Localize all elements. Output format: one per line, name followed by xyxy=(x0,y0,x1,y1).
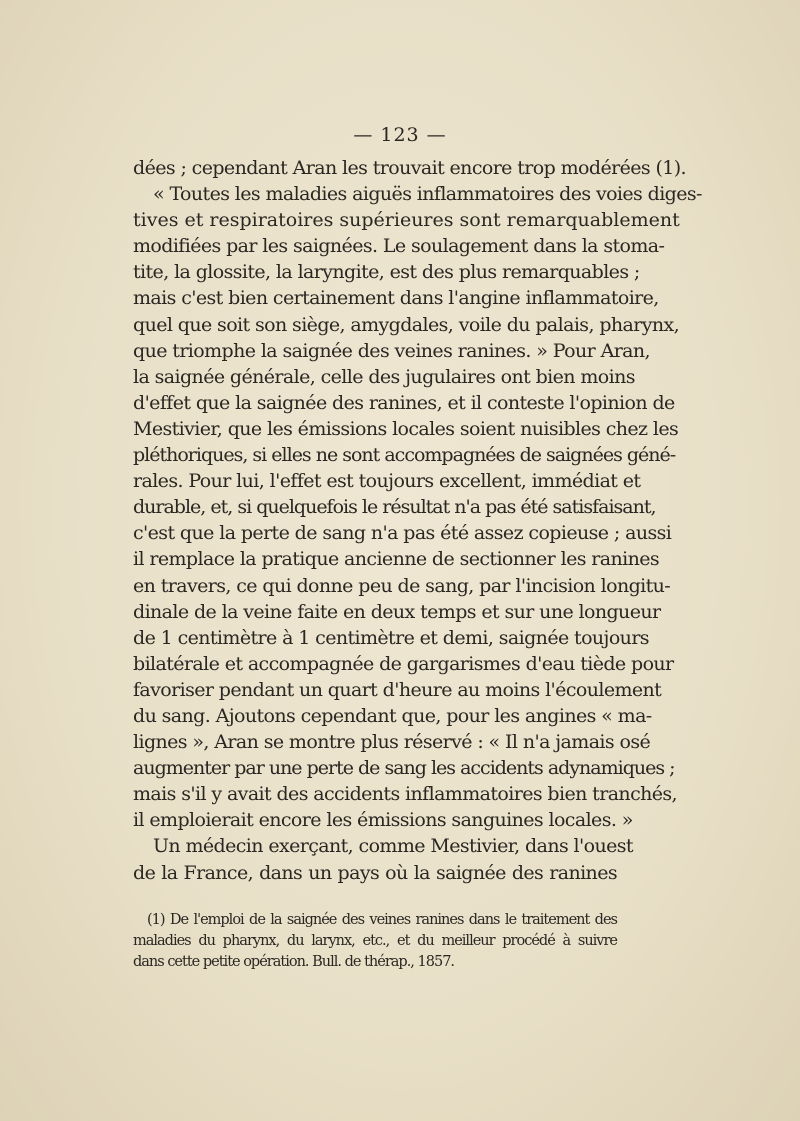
text-line: la saignée générale, celle des jugulaires ont bien moins xyxy=(133,365,635,388)
text-line: mais c'est bien certainement dans l'angine inflammatoire, xyxy=(133,287,659,310)
text-line: tite, la glossite, la laryngite, est des plus remarquables ; xyxy=(133,261,640,284)
text-line: favoriser pendant un quart d'heure au moins l'écoulement xyxy=(133,678,662,701)
text-line: rales. Pour lui, l'effet est toujours excellent, immédiat et xyxy=(133,470,641,493)
text-line: bilatérale et accompagnée de gargarismes d'eau tiède pour xyxy=(133,652,674,675)
footnotes xyxy=(133,910,617,973)
text-line: d'effet que la saignée des ranines, et il conteste l'opinion de xyxy=(133,391,675,414)
text-line: lignes », Aran se montre plus réservé : « Il n'a jamais osé xyxy=(133,731,651,754)
page-number: — 123 — xyxy=(353,124,447,146)
text-line: Un médecin exerçant, comme Mestivier, dans l'ouest xyxy=(153,835,633,858)
text-line: que triomphe la saignée des veines ranines. » Pour Aran, xyxy=(133,339,650,362)
text-line: augmenter par une perte de sang les accidents adynamiques ; xyxy=(133,757,675,780)
footnote-line: maladies du pharynx, du larynx, etc., et du meilleur procédé à suivre xyxy=(133,933,617,949)
text-line: durable, et, si quelquefois le résultat n'a pas été satisfaisant, xyxy=(133,496,656,519)
footnote-line: dans cette petite opération. Bull. de thérap., 1857. xyxy=(133,954,455,970)
text-line: quel que soit son siège, amygdales, voile du palais, pharynx, xyxy=(133,313,680,336)
text-line: tives et respiratoires supérieures sont remarquablement xyxy=(133,209,680,232)
text-line: en travers, ce qui donne peu de sang, par l'incision longitu- xyxy=(133,574,671,597)
footnote-line: (1) De l'emploi de la saignée des veines ranines dans le traitement des xyxy=(147,912,617,928)
text-line: mais s'il y avait des accidents inflammatoires bien tranchés, xyxy=(133,783,677,806)
text-line: pléthoriques, si elles ne sont accompagnées de saignées géné- xyxy=(133,444,676,467)
text-line: de la France, dans un pays où la saignée des ranines xyxy=(133,861,617,884)
body-text xyxy=(133,155,702,886)
text-line: de 1 centimètre à 1 centimètre et demi, saignée toujours xyxy=(133,626,649,649)
text-line: Mestivier, que les émissions locales soient nuisibles chez les xyxy=(133,417,679,440)
text-line: du sang. Ajoutons cependant que, pour les angines « ma- xyxy=(133,704,652,727)
text-line: c'est que la perte de sang n'a pas été assez copieuse ; aussi xyxy=(133,522,672,545)
text-line: il remplace la pratique ancienne de sectionner les ranines xyxy=(133,548,660,571)
text-line: dinale de la veine faite en deux temps et sur une longueur xyxy=(133,600,661,623)
text-line: il emploierait encore les émissions sanguines locales. » xyxy=(133,809,633,832)
text-line: « Toutes les maladies aiguës inflammatoires des voies diges- xyxy=(153,183,702,206)
text-line: modifiées par les saignées. Le soulagement dans la stoma- xyxy=(133,235,665,258)
text-line: dées ; cependant Aran les trouvait encore trop modérées (1). xyxy=(133,157,687,179)
